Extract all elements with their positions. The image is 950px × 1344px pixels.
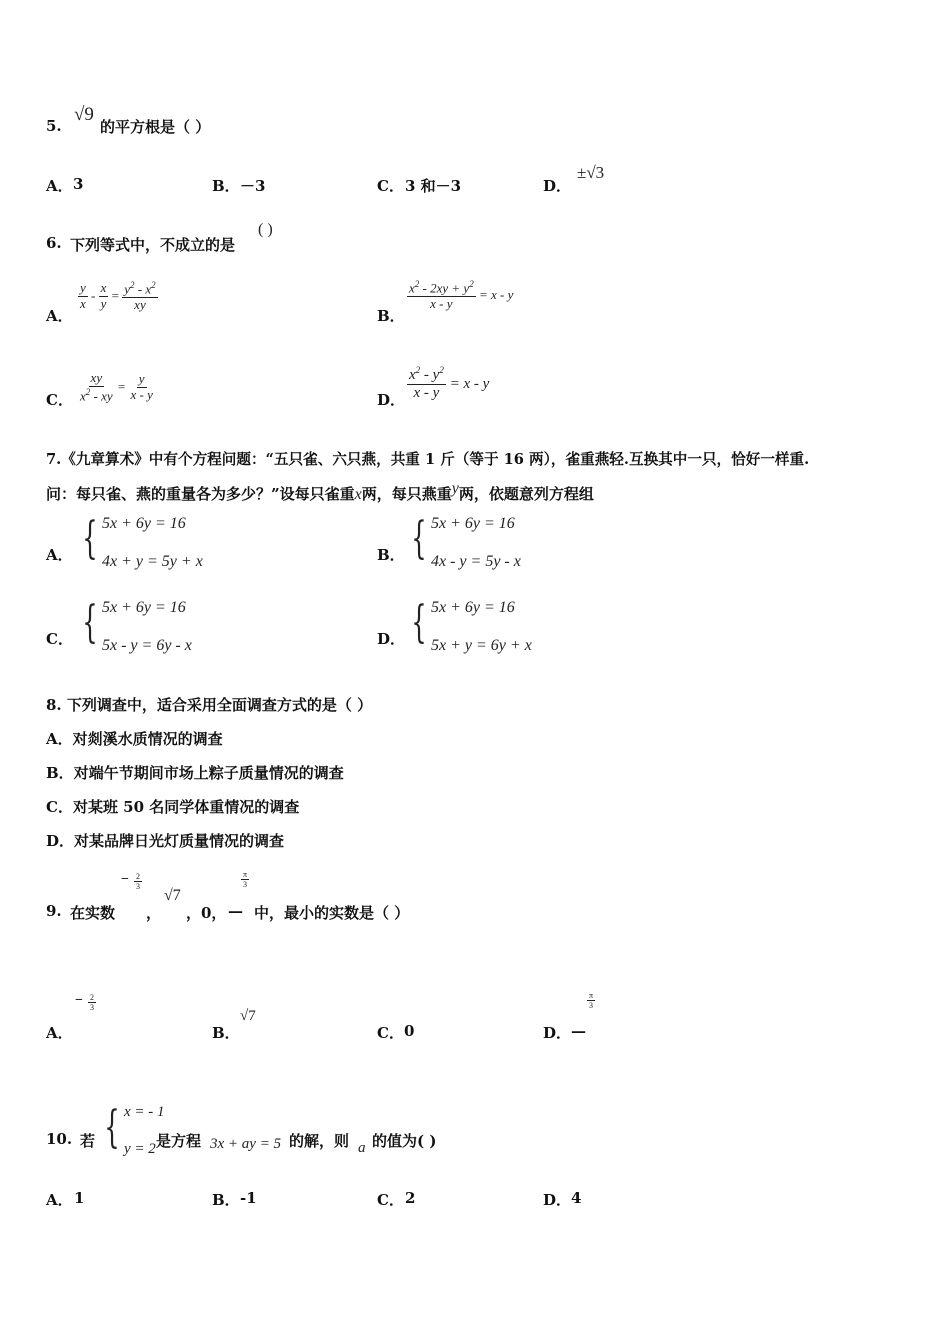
q7-option-d-label: D． bbox=[377, 630, 406, 648]
q10-option-d-value: 4 bbox=[571, 1189, 582, 1207]
q9-d-pi-fraction bbox=[587, 991, 595, 1010]
q10-option-d-label: D． bbox=[543, 1191, 572, 1209]
q9-dash: — bbox=[228, 902, 243, 920]
q7-b-eq1: 5x + 6y = 16 bbox=[431, 515, 515, 532]
q7-c-eq1: 5x + 6y = 16 bbox=[102, 599, 186, 616]
q8-b-label: B． bbox=[46, 764, 74, 782]
q5-option-d-value: ±√3 bbox=[577, 163, 605, 182]
q8-c-label: C． bbox=[46, 798, 73, 816]
q6-option-b-label: B． bbox=[377, 307, 405, 325]
q7-b-eq2: 4x - y = 5y - x bbox=[431, 553, 521, 570]
q9-sep-1: ， bbox=[146, 904, 162, 922]
q8-c-value: 对某班 50 名同学体重情况的调查 bbox=[72, 798, 300, 816]
q8-a-label: A． bbox=[46, 730, 73, 748]
q6-option-b-formula: $\frac{x^2 - 2xy + y^2}{x - y}$ = x - y bbox=[409, 279, 514, 312]
q9-sep-2: ，0， bbox=[186, 904, 227, 922]
q7-line-2c: 两，依题意列方程组 bbox=[458, 485, 594, 503]
q9-a-frac-num: 2 bbox=[90, 993, 94, 1002]
q7-line-2b: 两，每只燕重 bbox=[361, 485, 452, 503]
q7-d-eq1: 5x + 6y = 16 bbox=[431, 599, 515, 616]
q7-line-2a: 问：每只雀、燕的重量各为多少？”设每只雀重 bbox=[46, 485, 355, 503]
q9-option-c-label: C． bbox=[377, 1024, 404, 1042]
q9-text-2: 中，最小的实数是（ ） bbox=[254, 904, 410, 922]
q6-option-a-formula: $\frac{y}{x}$ - $\frac{x}{y}$ = $\frac{y^2 - x^2}{xy}$ bbox=[80, 280, 156, 313]
q8-option-c bbox=[46, 796, 299, 817]
q9-frac-den: 3 bbox=[136, 882, 140, 892]
q10-text-2: 是方程 bbox=[156, 1132, 202, 1150]
q10-eq2: y = 2 bbox=[124, 1141, 156, 1157]
q7-var-x: x bbox=[354, 486, 362, 503]
q9-option-a-label: A． bbox=[46, 1024, 73, 1042]
brace-icon: { bbox=[411, 597, 427, 648]
q8-option-b bbox=[46, 762, 344, 783]
q10-text-1: 若 bbox=[80, 1132, 96, 1150]
q9-option-b-value: √7 bbox=[240, 1008, 256, 1024]
q9-sqrt7: √7 bbox=[164, 887, 181, 904]
q7-d-eq2: 5x + y = 6y + x bbox=[431, 637, 532, 654]
q10-text-3: 的解，则 bbox=[289, 1132, 350, 1150]
q8-a-value: 对剡溪水质情况的调查 bbox=[72, 730, 223, 748]
q9-text-1: 在实数 bbox=[70, 904, 116, 922]
brace-icon: { bbox=[82, 597, 98, 648]
q7-var-y: y bbox=[451, 480, 459, 497]
q7-option-d-system bbox=[405, 599, 532, 655]
q10-option-a-value: 1 bbox=[74, 1189, 85, 1207]
q8-text: 8. 下列调查中，适合采用全面调查方式的是（ ） bbox=[46, 696, 373, 714]
q10-var-a: a bbox=[358, 1140, 366, 1156]
q10-text-4: 的值为( ) bbox=[372, 1132, 437, 1150]
q7-option-a-system bbox=[76, 515, 203, 571]
q7-c-eq2: 5x - y = 6y - x bbox=[102, 637, 192, 654]
q10-equation: 3x + ay = 5 bbox=[210, 1136, 282, 1152]
brace-icon: { bbox=[411, 513, 427, 564]
brace-icon: { bbox=[104, 1102, 120, 1153]
q7-a-eq1: 5x + 6y = 16 bbox=[102, 515, 186, 532]
q9-fraction bbox=[134, 872, 142, 891]
q9-pi-num: π bbox=[243, 870, 248, 879]
q7-line-2 bbox=[46, 480, 594, 504]
q8-d-value: 对某品牌日光灯质量情况的调查 bbox=[74, 832, 285, 850]
q5-option-a-value: 3 bbox=[73, 175, 84, 193]
q10-option-c-label: C． bbox=[377, 1191, 404, 1209]
q9-d-pi-den: 3 bbox=[589, 1001, 594, 1011]
q5-option-c-label: C． bbox=[377, 177, 404, 195]
q6-number: 6. bbox=[46, 234, 62, 252]
q6-option-d-label: D． bbox=[377, 391, 406, 409]
q7-option-c-label: C． bbox=[46, 630, 73, 648]
q9-a-minus: − bbox=[75, 993, 83, 1008]
q9-option-b-label: B． bbox=[212, 1024, 240, 1042]
q10-option-a-label: A． bbox=[46, 1191, 73, 1209]
q5-option-b-value: －3 bbox=[240, 177, 266, 195]
q9-number: 9. bbox=[46, 902, 62, 920]
q10-system bbox=[98, 1104, 165, 1158]
q9-a-fraction bbox=[88, 993, 96, 1012]
q5-sqrt9: √9 bbox=[74, 104, 94, 125]
q5-option-b-label: B． bbox=[212, 177, 240, 195]
q10-eq1: x = - 1 bbox=[124, 1104, 165, 1120]
q9-pi-fraction bbox=[241, 870, 249, 889]
q8-b-value: 对端午节期间市场上粽子质量情况的调查 bbox=[73, 764, 344, 782]
q7-option-b-system bbox=[405, 515, 521, 571]
q5-option-a-label: A． bbox=[46, 177, 73, 195]
q7-a-eq2: 4x + y = 5y + x bbox=[102, 553, 203, 570]
q9-d-pi-num: π bbox=[589, 991, 594, 1000]
q6-paren: ( ) bbox=[258, 221, 273, 238]
q6-text: 下列等式中，不成立的是 bbox=[70, 236, 236, 254]
q5-option-d-label: D． bbox=[543, 177, 572, 195]
q6-option-d-formula: $\frac{x^2 - y^2}{x - y}$ = x - y bbox=[409, 365, 490, 402]
brace-icon: { bbox=[82, 513, 98, 564]
q6-option-a-label: A． bbox=[46, 307, 73, 325]
q7-option-a-label: A． bbox=[46, 546, 73, 564]
q6-option-c-formula: $\frac{xy}{x^2 - xy}$ = $\frac{y}{x - y}$ bbox=[80, 370, 153, 404]
q7-line-1: 7.《九章算术》中有个方程问题：“五只雀、六只燕，共重 1 斤（等于 16 两），雀重燕轻.互换其中一只，恰好一样重. bbox=[46, 451, 810, 468]
q9-option-d-label: D． bbox=[543, 1024, 572, 1042]
q10-option-b-value: -1 bbox=[240, 1189, 257, 1207]
q9-minus-sign: − bbox=[121, 872, 129, 887]
q9-option-d-value: — bbox=[571, 1022, 586, 1040]
q10-option-b-label: B． bbox=[212, 1191, 240, 1209]
q5-text: 的平方根是（ ） bbox=[100, 118, 211, 136]
q7-option-b-label: B． bbox=[377, 546, 405, 564]
q10-number: 10. bbox=[46, 1130, 73, 1148]
q8-option-a bbox=[46, 728, 223, 749]
q5-number: 5. bbox=[46, 117, 62, 135]
q10-option-c-value: 2 bbox=[405, 1189, 416, 1207]
q9-pi-den: 3 bbox=[243, 880, 248, 890]
q5-option-c-value: 3 和－3 bbox=[405, 177, 462, 195]
q8-d-label: D． bbox=[46, 832, 75, 850]
q9-frac-num: 2 bbox=[136, 872, 140, 881]
q9-a-frac-den: 3 bbox=[90, 1003, 94, 1013]
q9-option-c-value: 0 bbox=[404, 1022, 415, 1040]
q8-option-d bbox=[46, 830, 284, 851]
q7-option-c-system bbox=[76, 599, 192, 655]
q6-option-c-label: C． bbox=[46, 391, 73, 409]
